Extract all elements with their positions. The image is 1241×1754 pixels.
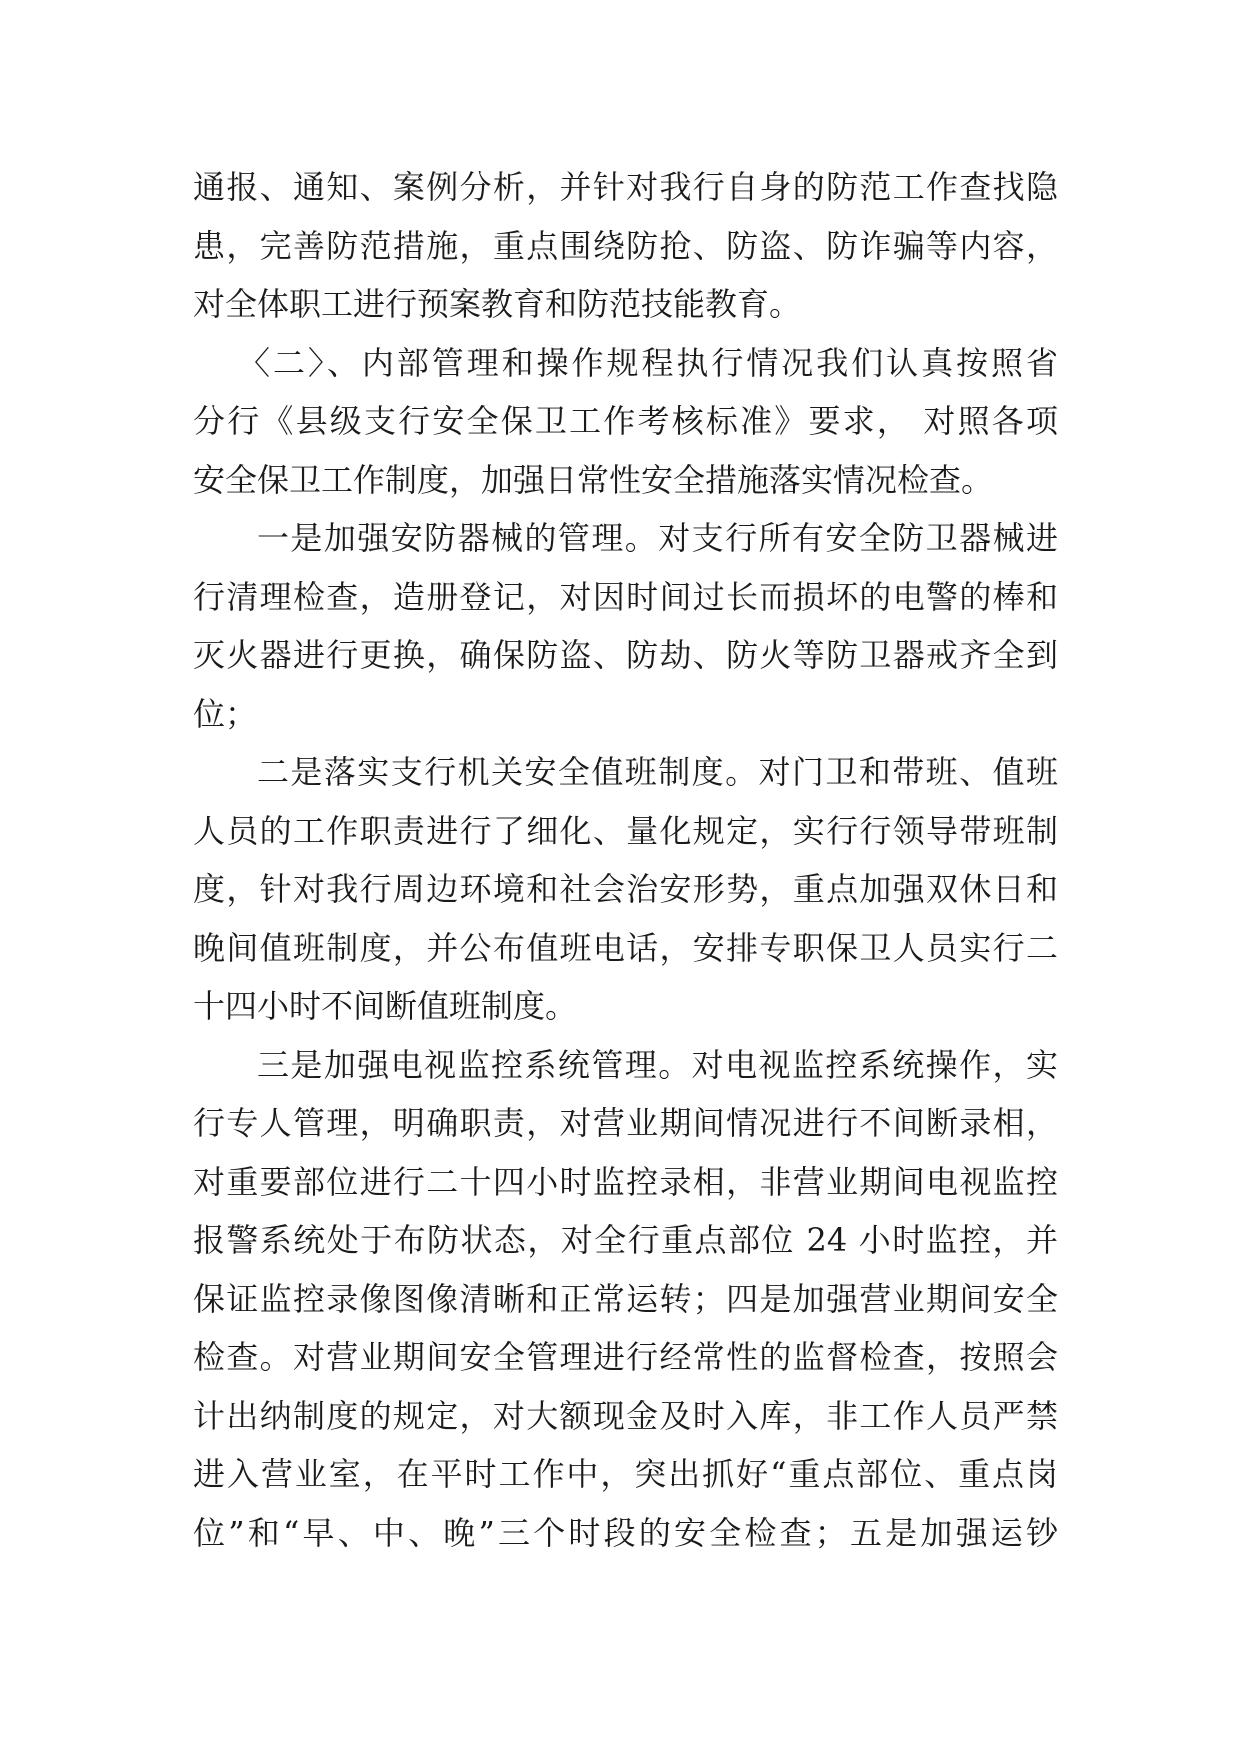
text-line: 进入营业室，在平时工作中，突出抓好“重点部位、重点岗 [193,1455,1058,1493]
text-line: 对重要部位进行二十四小时监控录相，非营业期间电视监控 [193,1162,1058,1201]
text-line: 晚间值班制度，并公布值班电话，安排专职保卫人员实行二 [193,928,1058,967]
text-line: 灭火器进行更换，确保防盗、防劫、防火等防卫器戒齐全到 [193,636,1058,674]
text-line: 三是加强电视监控系统管理。对电视监控系统操作，实 [257,1045,1058,1084]
text-line: 行专人管理，明确职责，对营业期间情况进行不间断录相， [193,1104,1058,1142]
text-line: 位； [193,694,258,733]
text-line: 患，完善防范措施，重点围绕防抢、防盗、防诈骗等内容， [193,226,1058,265]
text-line: 安全保卫工作制度，加强日常性安全措施落实情况检查。 [193,460,994,499]
text-line: 报警系统处于布防状态，对全行重点部位 24 小时监控，并 [193,1221,1058,1259]
text-line: 人员的工作职责进行了细化、量化规定，实行行领导带班制 [193,811,1058,850]
text-line: 分行《县级支行安全保卫工作考核标准》要求， 对照各项 [193,402,1058,440]
text-line: 检查。对营业期间安全管理进行经常性的监督检查，按照会 [193,1338,1058,1376]
text-line: 一是加强安防器械的管理。对支行所有安全防卫器械进 [257,519,1058,557]
text-line: 计出纳制度的规定，对大额现金及时入库，非工作人员严禁 [193,1396,1058,1435]
text-line: 通报、通知、案例分析，并针对我行自身的防范工作查找隐 [193,168,1058,206]
text-line: 行清理检查，造册登记，对因时间过长而损坏的电警的棒和 [193,577,1058,616]
text-line: 对全体职工进行预案教育和防范技能教育。 [193,285,802,323]
text-line: 〈二〉、内部管理和操作规程执行情况我们认真按照省 [238,343,1058,382]
text-line: 保证监控录像图像清晰和正常运转；四是加强营业期间安全 [193,1279,1058,1318]
body-text [193,158,1058,1562]
text-line: 二是落实支行机关安全值班制度。对门卫和带班、值班 [257,753,1058,791]
text-line: 十四小时不间断值班制度。 [193,987,578,1025]
text-line: 度，针对我行周边环境和社会治安形势，重点加强双休日和 [193,870,1058,908]
text-line: 位”和“早、中、晚”三个时段的安全检查；五是加强运钞 [193,1513,1058,1552]
